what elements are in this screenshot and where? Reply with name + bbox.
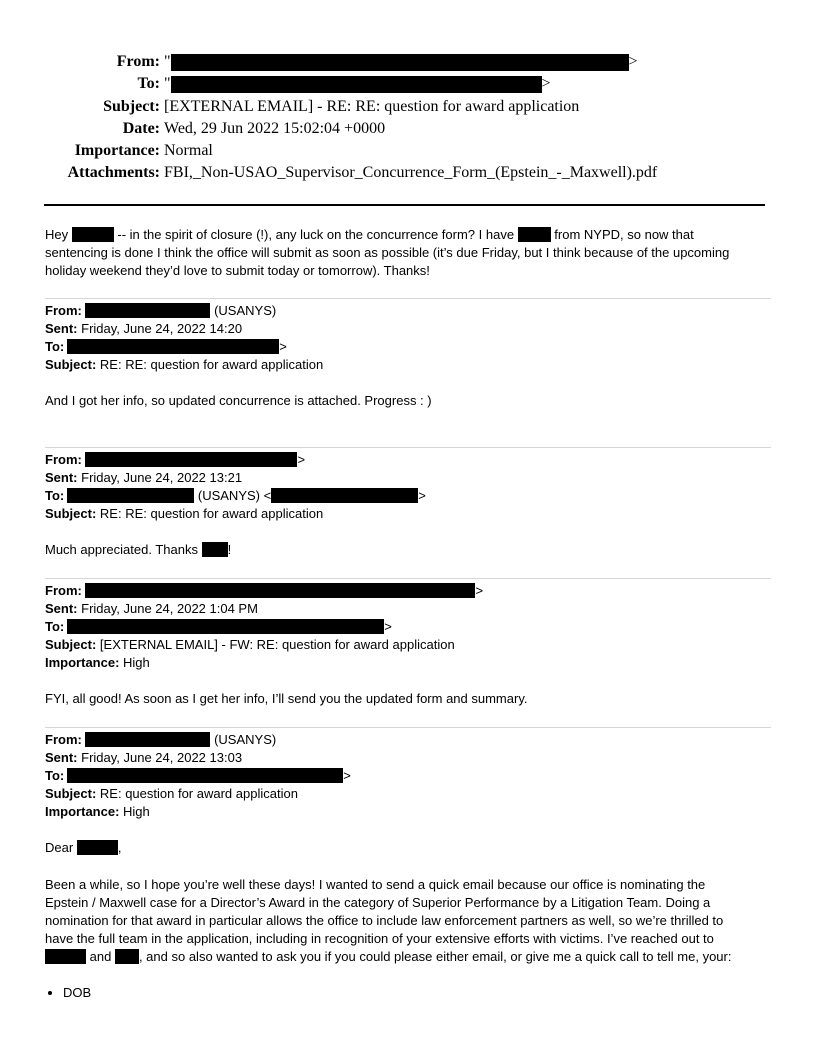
header-to-prefix: " — [164, 75, 171, 92]
redaction-block — [202, 542, 228, 557]
msg2-body-text: Much appreciated. Thanks — [45, 542, 198, 557]
redaction-block — [85, 583, 475, 598]
intro-text-1: -- in the spirit of closure (!), any luck on the concurrence form? I have — [117, 227, 515, 242]
redaction-block — [45, 949, 86, 964]
msg1-to-suffix: > — [279, 339, 287, 354]
msg1-subject-row — [45, 356, 323, 374]
attachment-link[interactable]: FBI,_Non-USAO_Supervisor_Concurrence_Form_(Epstein_-_Maxwell).pdf — [164, 164, 658, 181]
msg2-from-row — [45, 451, 305, 469]
msg4-sent-value: Friday, June 24, 2022 13:03 — [81, 750, 243, 765]
msg3-importance-value: High — [123, 655, 150, 670]
header-importance-value: Normal — [164, 142, 213, 159]
msg3-to-suffix: > — [384, 619, 392, 634]
msg4-importance-value: High — [123, 804, 150, 819]
header-from-prefix: " — [164, 53, 171, 70]
message-separator — [45, 727, 771, 728]
header-from-value — [164, 52, 638, 72]
msg4-dear: Dear — [45, 840, 74, 855]
msg4-from-label: From: — [45, 732, 82, 747]
msg1-sent-label: Sent: — [45, 321, 78, 336]
msg3-subject-row — [45, 636, 455, 654]
msg1-sent-value: Friday, June 24, 2022 14:20 — [81, 321, 243, 336]
intro-hey: Hey — [45, 227, 69, 242]
msg1-subject-label: Subject: — [45, 357, 97, 372]
msg4-to-suffix: > — [343, 768, 351, 783]
redaction-block — [67, 619, 384, 634]
msg4-subject-row — [45, 785, 298, 803]
msg3-from-row — [45, 582, 483, 600]
info-request-list — [45, 984, 91, 1002]
msg4-para-and: and — [89, 949, 112, 964]
msg2-from-suffix: > — [297, 452, 306, 467]
msg4-to-row — [45, 767, 351, 785]
msg4-sent-label: Sent: — [45, 750, 78, 765]
header-to-value — [164, 74, 551, 94]
msg3-sent-label: Sent: — [45, 601, 78, 616]
header-attachments-row — [0, 163, 816, 183]
message-separator — [45, 578, 771, 579]
msg2-subject-label: Subject: — [45, 506, 97, 521]
redaction-block — [271, 488, 418, 503]
header-attachments-label: Attachments: — [67, 164, 160, 181]
msg3-sent-row — [45, 600, 258, 618]
msg2-to-suffix: > — [418, 488, 426, 503]
msg4-paragraph — [45, 876, 765, 966]
msg4-subject-label: Subject: — [45, 786, 97, 801]
msg3-from-label: From: — [45, 583, 82, 598]
msg1-subject-value: RE: RE: question for award application — [99, 357, 324, 372]
header-to-suffix: > — [541, 75, 551, 92]
msg4-importance-label: Importance: — [45, 804, 120, 819]
message-separator — [45, 298, 771, 299]
header-date-label: Date: — [122, 120, 160, 137]
intro-line-1 — [45, 226, 765, 244]
intro-paragraph — [45, 226, 765, 280]
msg1-from-row — [45, 302, 276, 320]
header-to-label: To: — [137, 75, 160, 92]
msg2-from-label: From: — [45, 452, 82, 467]
msg3-subject-value: [EXTERNAL EMAIL] - FW: RE: question for award application — [99, 637, 455, 652]
msg1-from-suffix: (USANYS) — [214, 303, 277, 318]
header-divider — [44, 204, 765, 206]
msg1-from-label: From: — [45, 303, 82, 318]
header-from-row — [0, 52, 816, 72]
msg4-para-line-5 — [45, 948, 765, 966]
header-subject-row — [0, 97, 816, 117]
redaction-block — [77, 840, 118, 855]
msg4-from-row — [45, 731, 276, 749]
msg2-body-end: ! — [227, 542, 232, 557]
redaction-block — [67, 768, 343, 783]
msg2-sent-value: Friday, June 24, 2022 13:21 — [81, 470, 243, 485]
msg4-salutation — [45, 839, 121, 857]
header-from-suffix: > — [628, 53, 638, 70]
redaction-block — [67, 339, 279, 354]
msg3-to-row — [45, 618, 392, 636]
msg4-from-suffix: (USANYS) — [214, 732, 277, 747]
msg1-to-label: To: — [45, 339, 65, 354]
msg4-dear-comma: , — [117, 840, 122, 855]
message-separator — [45, 447, 771, 448]
msg2-subject-value: RE: RE: question for award application — [99, 506, 324, 521]
redaction-block — [85, 732, 210, 747]
msg3-subject-label: Subject: — [45, 637, 97, 652]
msg3-body: FYI, all good! As soon as I get her info, I’ll send you the updated form and summary. — [45, 691, 528, 706]
msg3-sent-value: Friday, June 24, 2022 1:04 PM — [81, 601, 258, 616]
msg4-to-label: To: — [45, 768, 65, 783]
redaction-block — [518, 227, 551, 242]
msg3-from-suffix: > — [475, 583, 484, 598]
redaction-block — [85, 452, 297, 467]
msg3-to-label: To: — [45, 619, 65, 634]
list-item: • DOB — [63, 984, 91, 1002]
msg2-sent-row — [45, 469, 242, 487]
header-importance-label: Importance: — [74, 142, 160, 159]
msg2-subject-row — [45, 505, 323, 523]
msg4-subject-value: RE: question for award application — [99, 786, 298, 801]
redaction-block — [171, 76, 542, 93]
msg1-body: And I got her info, so updated concurrence is attached. Progress : ) — [45, 393, 432, 408]
header-subject-label: Subject: — [103, 98, 160, 115]
msg1-sent-row — [45, 320, 242, 338]
header-from-label: From: — [116, 53, 160, 70]
msg4-sent-row — [45, 749, 242, 767]
msg4-para-line-4: have the full team in the application, including in recognition of your extensive efforts with victims. I’ve reached out to — [45, 931, 714, 946]
msg4-para-line-5-tail: , and so also wanted to ask you if you could please either email, or give me a quick call to tell me, your: — [138, 949, 732, 964]
msg4-para-line-3: nomination for that award in particular allows the office to include law enforcement partners as well, so we’re thrilled to — [45, 913, 724, 928]
msg2-body — [45, 541, 231, 559]
redaction-block — [67, 488, 194, 503]
intro-line-3: holiday weekend they’d love to submit today or tomorrow). Thanks! — [45, 263, 430, 278]
redaction-block — [115, 949, 139, 964]
header-date-row — [0, 119, 816, 139]
redaction-block — [72, 227, 114, 242]
intro-text-2: from NYPD, so now that — [554, 227, 694, 242]
redaction-block — [171, 54, 629, 71]
msg3-importance-label: Importance: — [45, 655, 120, 670]
msg2-sent-label: Sent: — [45, 470, 78, 485]
header-subject-value: [EXTERNAL EMAIL] - RE: RE: question for award application — [164, 98, 580, 115]
header-importance-row — [0, 141, 816, 161]
header-date-value: Wed, 29 Jun 2022 15:02:04 +0000 — [164, 120, 386, 137]
msg4-para-line-1: Been a while, so I hope you’re well these days! I wanted to send a quick email because our office is nominating the — [45, 877, 706, 892]
msg2-to-row — [45, 487, 426, 505]
msg4-para-line-2: Epstein / Maxwell case for a Director’s Award in the category of Superior Performance by a Litigation Team. Doing a — [45, 895, 711, 910]
msg3-importance-row — [45, 654, 150, 672]
msg2-to-label: To: — [45, 488, 65, 503]
msg4-importance-row — [45, 803, 150, 821]
msg2-to-mid: (USANYS) < — [197, 488, 272, 503]
intro-line-2: sentencing is done I think the office will submit as soon as possible (it’s due Friday, but I think because of the upcoming — [45, 245, 730, 260]
header-to-row — [0, 74, 816, 94]
msg1-to-row — [45, 338, 287, 356]
redaction-block — [85, 303, 210, 318]
